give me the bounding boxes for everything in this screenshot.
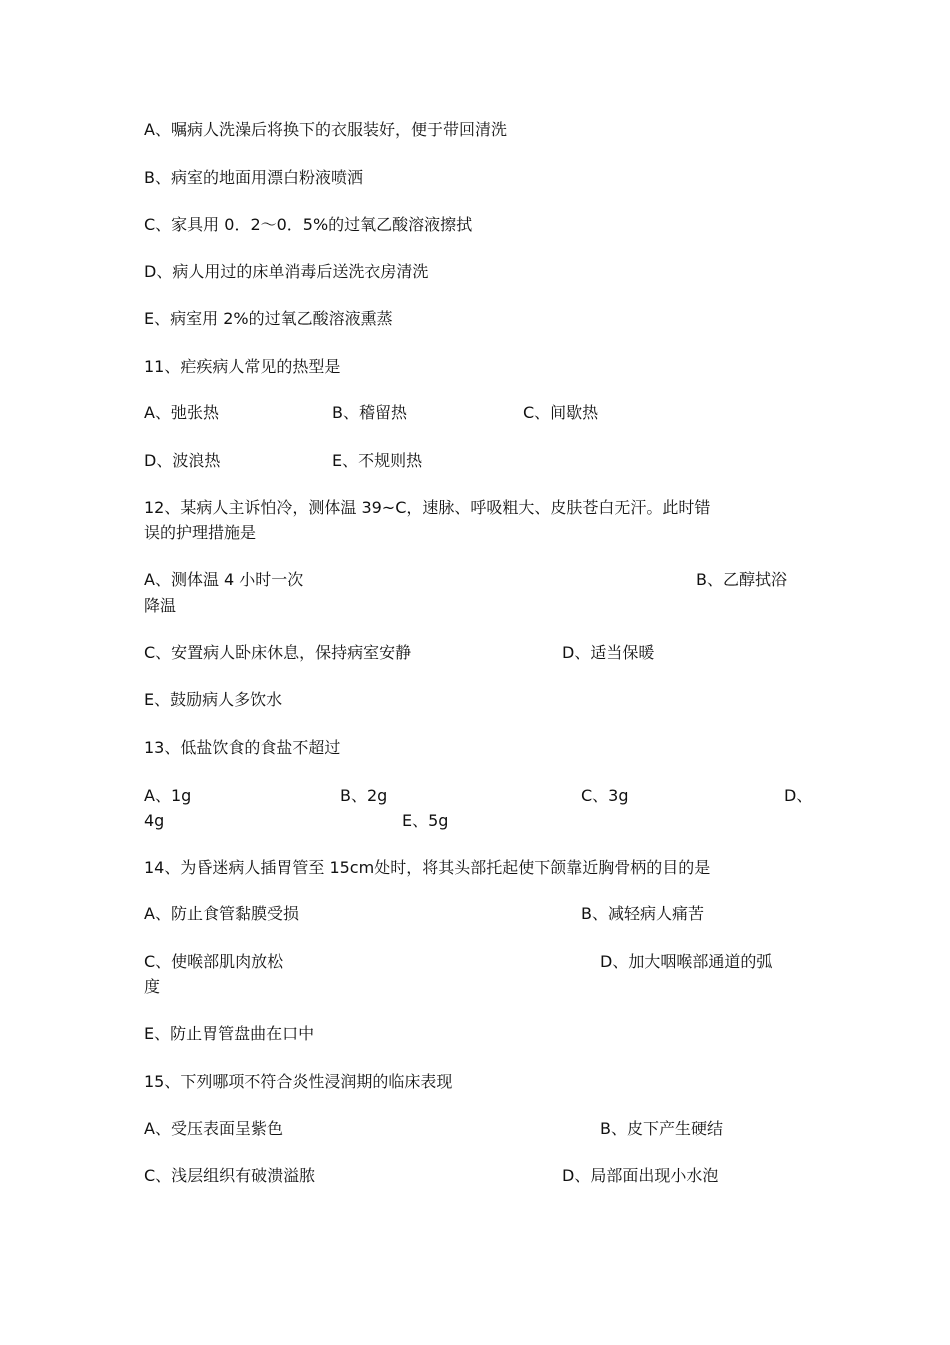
q14-option-e: E、防止胃管盘曲在口中 <box>144 1024 315 1043</box>
q15-stem: 15、下列哪项不符合炎性浸润期的临床表现 <box>144 1072 453 1091</box>
q11-option-c: C、间歇热 <box>523 403 599 422</box>
q10-option-d: D、病人用过的床单消毒后送洗衣房清洗 <box>144 262 429 281</box>
q15-option-c: C、浅层组织有破溃溢脓 <box>144 1166 316 1185</box>
q12-stem-line1: 12、某病人主诉怕冷，测体温 39~C，速脉、呼吸粗大、皮肤苍白无汗。此时错 <box>144 498 711 517</box>
q12-stem-line2: 误的护理措施是 <box>144 523 257 542</box>
q10-option-c: C、家具用 0．2～0．5%的过氧乙酸溶液擦拭 <box>144 215 473 234</box>
q12-option-a: A、测体温 4 小时一次 <box>144 570 304 589</box>
q12-option-c: C、安置病人卧床休息，保持病室安静 <box>144 643 412 662</box>
q14-stem: 14、为昏迷病人插胃管至 15cm处时，将其头部托起使下颌靠近胸骨柄的目的是 <box>144 858 711 877</box>
q14-option-c: C、使喉部肌肉放松 <box>144 952 284 971</box>
q12-option-b: B、乙醇拭浴 <box>696 570 787 589</box>
q14-option-d-wrap: 度 <box>144 977 161 996</box>
q11-option-d: D、波浪热 <box>144 451 221 470</box>
q13-option-c: C、3g <box>581 786 629 805</box>
q11-stem: 11、疟疾病人常见的热型是 <box>144 357 341 376</box>
q11-option-a: A、弛张热 <box>144 403 219 422</box>
q13-option-a: A、1g <box>144 786 192 805</box>
q12-option-e: E、鼓励病人多饮水 <box>144 690 283 709</box>
q11-option-b: B、稽留热 <box>332 403 407 422</box>
q13-option-e: E、5g <box>402 811 449 830</box>
q10-option-e: E、病室用 2%的过氧乙酸溶液熏蒸 <box>144 309 393 328</box>
q13-option-d-wrap: 4g <box>144 811 165 830</box>
q11-option-e: E、不规则热 <box>332 451 423 470</box>
q15-option-a: A、受压表面呈紫色 <box>144 1119 283 1138</box>
q14-option-a: A、防止食管黏膜受损 <box>144 904 299 923</box>
q15-option-d: D、局部面出现小水泡 <box>562 1166 719 1185</box>
q13-option-b: B、2g <box>340 786 388 805</box>
q10-option-b: B、病室的地面用漂白粉液喷洒 <box>144 168 363 187</box>
q12-option-b-wrap: 降温 <box>144 596 177 615</box>
q14-option-d: D、加大咽喉部通道的弧 <box>600 952 773 971</box>
q13-option-d: D、 <box>784 786 813 805</box>
q12-option-d: D、适当保暖 <box>562 643 655 662</box>
q15-option-b: B、皮下产生硬结 <box>600 1119 723 1138</box>
q14-option-b: B、减轻病人痛苦 <box>581 904 704 923</box>
q10-option-a: A、嘱病人洗澡后将换下的衣服装好，便于带回清洗 <box>144 120 507 139</box>
q13-stem: 13、低盐饮食的食盐不超过 <box>144 738 341 757</box>
